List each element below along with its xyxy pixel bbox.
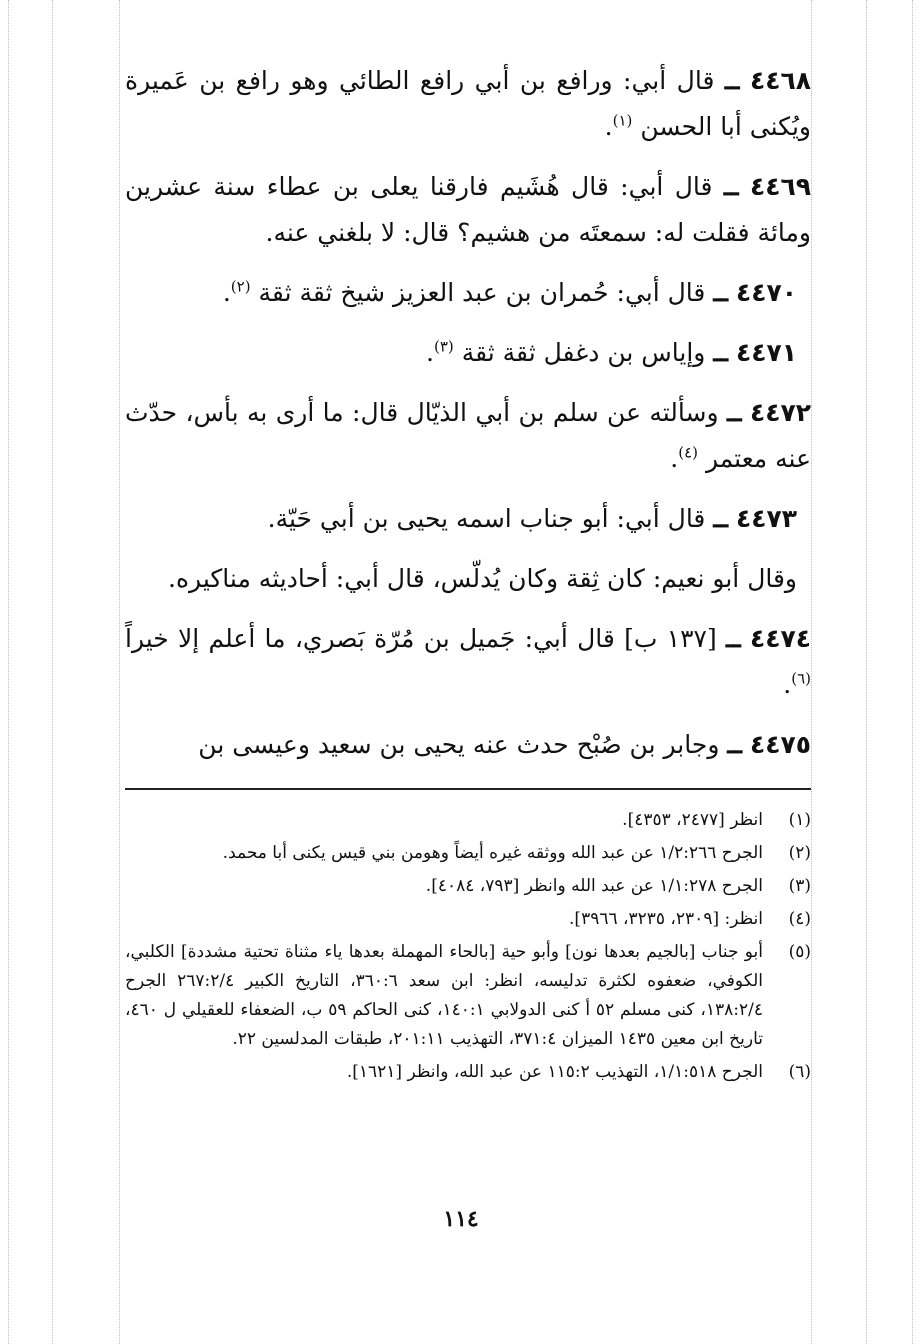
entry-number: ٤٤٧٥ [749,730,811,759]
footnote-3 [125,872,811,901]
entry-text: وإياس بن دغفل ثقة ثقة [461,338,706,367]
entry-4475 [125,722,811,768]
footnote-number: (٢) [788,843,811,863]
page-number: ١١٤ [443,1206,479,1232]
footnote-number: (٥) [788,942,811,962]
entry-text: قال أبي: حُمران بن عبد العزيز شيخ ثقة ثقة [258,278,706,307]
footnote-number: (٤) [788,909,811,929]
footnote-1 [125,806,811,835]
plain-text-line: وقال أبو نعيم: كان ثِقة وكان يُدلّس، قال أبي: أحاديثه مناكيره. [168,564,797,593]
footnote-text: الجرح ١/١:٥١٨، التهذيب ١١٥:٢ عن عبد الله، وانظر [١٦٢١]. [346,1062,763,1082]
entry-dash: ــ [723,172,739,201]
footnote-ref: (٣) [433,337,454,356]
footnotes [125,806,811,1091]
margin-guide-right-2 [866,0,867,1344]
entry-number: ٤٤٧٤ [749,624,811,653]
footnote-number: (٣) [788,876,811,896]
footnote-6 [125,1058,811,1087]
footnote-ref: (٤) [678,443,698,462]
entry-dash: ــ [713,504,728,533]
footnote-ref: (١) [612,111,633,130]
main-text [125,58,811,782]
footnote-number: (١) [788,810,811,830]
entry-period: . [783,670,792,699]
margin-guide-left-3 [119,0,120,1344]
entry-period: . [222,278,231,307]
entry-4469 [125,164,811,256]
entry-period: . [426,338,434,367]
footnote-ref: (٦) [791,669,811,688]
footnote-4 [125,905,811,934]
footnote-text: انظر [٢٤٧٧، ٤٣٥٣]. [622,810,763,830]
entry-dash: ــ [713,338,728,367]
entry-period: . [604,112,613,141]
entry-number: ٤٤٦٩ [749,172,811,201]
entry-number: ٤٤٦٨ [749,66,811,95]
entry-text: [١٣٧ ب] قال أبي: جَميل بن مُرّة بَصري، ما أعلم إلا خيراً [125,624,717,653]
footnote-separator [125,788,811,790]
abu-nuaym-line [125,556,811,602]
entry-text: وجابر بن صُبْح حدث عنه يحيى بن سعيد وعيسى بن [198,730,720,759]
entry-dash: ــ [727,730,742,759]
entry-text: قال أبي: أبو جناب اسمه يحيى بن أبي حَيّة. [267,504,706,533]
entry-4472 [125,390,811,482]
margin-guide-right-3 [811,0,812,1344]
entry-number: ٤٤٧٠ [735,278,797,307]
entry-period: . [670,444,679,473]
entry-text: وسألته عن سلم بن أبي الذيّال قال: ما أرى به بأس، حدّث عنه معتمر [125,398,811,473]
margin-guide-right [912,0,913,1344]
entry-4471 [125,330,811,376]
entry-dash: ــ [726,398,742,427]
entry-number: ٤٤٧٢ [749,398,812,427]
entry-dash: ــ [713,278,728,307]
entry-4470 [125,270,811,316]
entry-dash: ــ [726,624,741,653]
footnote-text: الجرح ١/١:٢٧٨ عن عبد الله وانظر [٧٩٣، ٤٠٨٤]. [425,876,763,896]
entry-4474 [125,616,811,708]
footnote-text: انظر: [٢٣٠٩، ٣٢٣٥، ٣٩٦٦]. [569,909,763,929]
margin-guide-left [8,0,9,1344]
footnote-text: الجرح ١/٢:٢٦٦ عن عبد الله ووثقه غيره أيضاً وهومن بني قيس يكنى أبا محمد. [222,843,763,863]
footnote-5 [125,938,811,1054]
entry-dash: ــ [724,66,740,95]
entry-number: ٤٤٧٣ [735,504,797,533]
margin-guide-left-2 [52,0,53,1344]
footnote-number: (٦) [788,1062,811,1082]
entry-4468 [125,58,811,150]
entry-4473 [125,496,811,542]
entry-number: ٤٤٧١ [735,338,797,367]
footnote-ref: (٢) [230,277,251,296]
footnote-2 [125,839,811,868]
entry-text: قال أبي: ورافع بن أبي رافع الطائي وهو رافع بن عَميرة ويُكنى أبا الحسن [125,66,811,141]
footnote-text: أبو جناب [بالجيم بعدها نون] وأبو حية [بالحاء المهملة بعدها ياء مثناة تحتية مشددة] الكلبي، الكوفي، ضعفوه لكثرة تدليسه، انظر: ابن سعد ٣٦٠:٦، التاريخ الكبير ٢٦٧:٢/٤ الجرح ١٣٨:٢/٤، كنى مسلم ٥٢ أ كنى الدولابي ١٤٠:١، كنى الحاكم ٥٩ ب، الضعفاء للعقيلي ل ٤٦٠، تاريخ ابن معين ١٤٣٥ الميزان ٣٧١:٤، التهذيب ٢٠١:١١، طبقات المدلسين ٢٢. [125,942,763,1049]
entry-text: قال أبي: قال هُشَيم فارقنا يعلى بن عطاء سنة عشرين ومائة فقلت له: سمعتَه من هشيم؟ قال: لا بلغني عنه. [125,172,811,247]
